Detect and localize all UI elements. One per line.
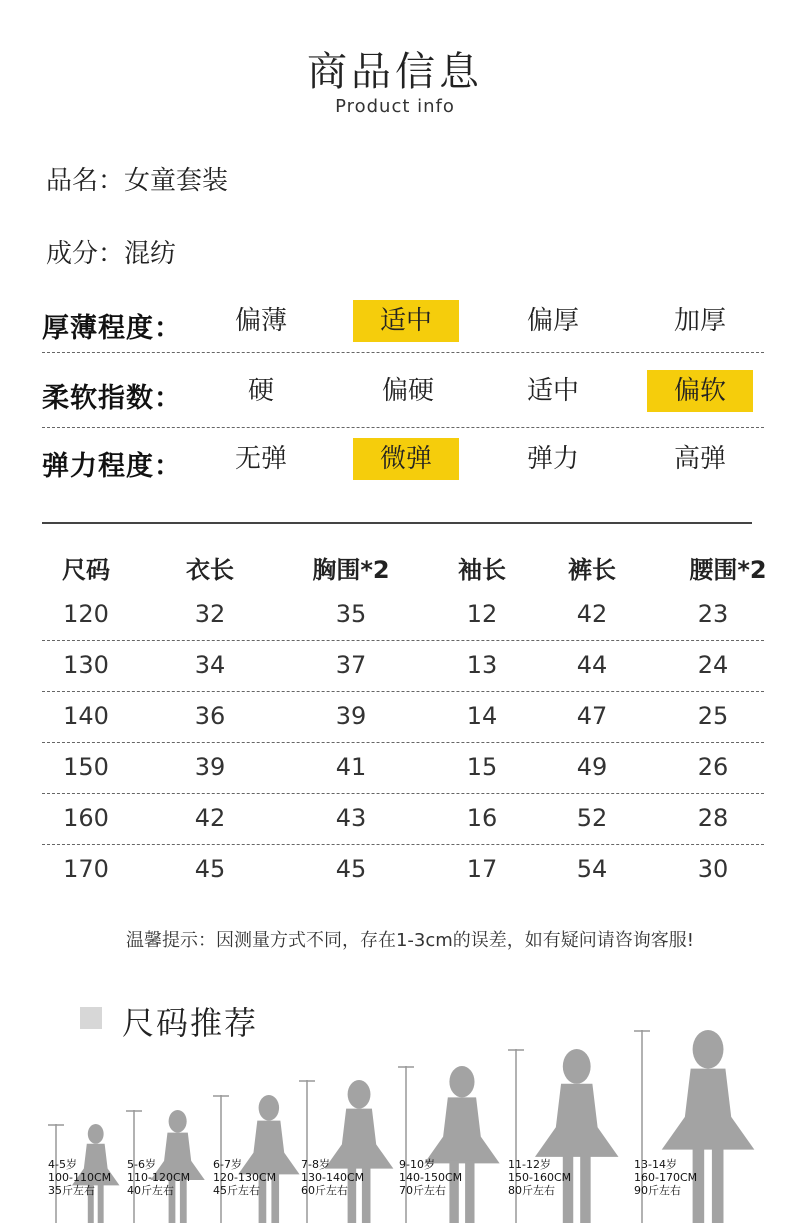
table-cell: 12 — [466, 600, 498, 628]
table-cell: 16 — [466, 804, 498, 832]
product-material: 成分：混纺 — [46, 239, 177, 269]
measurement-note: 温馨提示：因测量方式不同，存在1-3cm的误差，如有疑问请咨询客服! — [125, 930, 695, 951]
attribute-label: 柔软指数： — [42, 383, 182, 414]
table-header: 尺码 — [62, 556, 110, 584]
attribute-option: 适中 — [526, 376, 579, 406]
size-figure-label — [48, 1158, 111, 1197]
size-figure-age: 7-8岁 — [301, 1158, 330, 1171]
attribute-option: 无弹 — [234, 444, 287, 474]
size-figure-age: 9-10岁 — [399, 1158, 435, 1171]
size-figure-weight: 40斤左右 — [127, 1184, 174, 1197]
divider — [42, 352, 764, 353]
page-subtitle: Product info — [335, 96, 455, 117]
table-cell: 25 — [697, 702, 729, 730]
divider — [42, 427, 764, 428]
size-figure-weight: 90斤左右 — [634, 1184, 681, 1197]
attribute-option: 硬 — [247, 376, 274, 406]
table-cell: 45 — [194, 855, 226, 883]
table-cell: 39 — [194, 753, 226, 781]
attribute-option: 加厚 — [673, 306, 726, 336]
table-cell: 36 — [194, 702, 226, 730]
attribute-option: 偏硬 — [381, 376, 434, 406]
table-cell: 45 — [335, 855, 367, 883]
table-row-divider — [42, 691, 764, 692]
table-cell: 120 — [63, 600, 109, 628]
table-cell: 49 — [576, 753, 608, 781]
size-figure-label — [213, 1158, 276, 1197]
size-figure-age: 11-12岁 — [508, 1158, 551, 1171]
recommend-title: 尺码推荐 — [122, 1004, 259, 1042]
table-row-divider — [42, 640, 764, 641]
table-header: 腰围*2 — [689, 556, 767, 584]
size-figure-label — [399, 1158, 462, 1197]
section-marker — [80, 1007, 102, 1029]
table-cell: 39 — [335, 702, 367, 730]
attribute-option: 弹力 — [526, 444, 579, 474]
attribute-option: 偏薄 — [234, 306, 287, 336]
page-title: 商品信息 — [307, 49, 483, 95]
size-figure-age: 6-7岁 — [213, 1158, 242, 1171]
table-header: 胸围*2 — [312, 556, 390, 584]
size-figure-height: 160-170CM — [634, 1171, 698, 1184]
table-cell: 54 — [576, 855, 608, 883]
attribute-label: 厚薄程度： — [42, 313, 182, 344]
attribute-option-selected: 适中 — [353, 300, 459, 342]
size-figure-height: 140-150CM — [399, 1171, 463, 1184]
attribute-option-selected: 偏软 — [647, 370, 753, 412]
table-cell: 140 — [63, 702, 109, 730]
size-figure-age: 4-5岁 — [48, 1158, 77, 1171]
size-figure-weight: 80斤左右 — [508, 1184, 555, 1197]
attribute-row-thickness — [42, 296, 764, 352]
size-figure-label — [634, 1158, 697, 1197]
table-row-divider — [42, 844, 764, 845]
size-figure-height: 120-130CM — [213, 1171, 277, 1184]
table-top-rule — [42, 522, 752, 524]
table-cell: 150 — [63, 753, 109, 781]
table-cell: 43 — [335, 804, 367, 832]
size-figure-age: 5-6岁 — [127, 1158, 156, 1171]
table-cell: 37 — [335, 651, 367, 679]
table-cell: 26 — [697, 753, 729, 781]
size-figure — [634, 1030, 790, 1227]
attribute-option: 偏厚 — [526, 306, 579, 336]
size-figure-label — [301, 1158, 364, 1197]
table-cell: 34 — [194, 651, 226, 679]
table-header: 袖长 — [458, 556, 506, 584]
size-figure-height: 150-160CM — [508, 1171, 572, 1184]
table-cell: 130 — [63, 651, 109, 679]
table-cell: 170 — [63, 855, 109, 883]
size-figure-weight: 60斤左右 — [301, 1184, 348, 1197]
table-cell: 23 — [697, 600, 729, 628]
product-name: 品名：女童套装 — [46, 166, 229, 196]
attribute-option: 高弹 — [673, 444, 726, 474]
size-figure-height: 100-110CM — [48, 1171, 112, 1184]
table-cell: 42 — [576, 600, 608, 628]
table-cell: 28 — [697, 804, 729, 832]
table-cell: 13 — [466, 651, 498, 679]
size-figure-label — [508, 1158, 571, 1197]
table-cell: 14 — [466, 702, 498, 730]
table-cell: 35 — [335, 600, 367, 628]
table-cell: 17 — [466, 855, 498, 883]
table-header: 衣长 — [186, 556, 234, 584]
size-figure-weight: 70斤左右 — [399, 1184, 446, 1197]
table-cell: 52 — [576, 804, 608, 832]
table-cell: 32 — [194, 600, 226, 628]
size-figure-height: 110-120CM — [127, 1171, 191, 1184]
table-cell: 44 — [576, 651, 608, 679]
attribute-row-softness — [42, 366, 764, 422]
table-header: 裤长 — [568, 556, 616, 584]
table-cell: 160 — [63, 804, 109, 832]
size-figure-label — [127, 1158, 190, 1197]
size-figure-height: 130-140CM — [301, 1171, 365, 1184]
table-row-divider — [42, 742, 764, 743]
table-row-divider — [42, 793, 764, 794]
size-figure-weight: 45斤左右 — [213, 1184, 260, 1197]
attribute-option-selected: 微弹 — [353, 438, 459, 480]
table-cell: 47 — [576, 702, 608, 730]
table-cell: 30 — [697, 855, 729, 883]
size-figure-age: 13-14岁 — [634, 1158, 677, 1171]
table-cell: 42 — [194, 804, 226, 832]
size-figure-weight: 35斤左右 — [48, 1184, 95, 1197]
attribute-label: 弹力程度： — [42, 451, 182, 482]
table-cell: 41 — [335, 753, 367, 781]
attribute-row-elasticity — [42, 434, 764, 490]
table-cell: 24 — [697, 651, 729, 679]
table-cell: 15 — [466, 753, 498, 781]
